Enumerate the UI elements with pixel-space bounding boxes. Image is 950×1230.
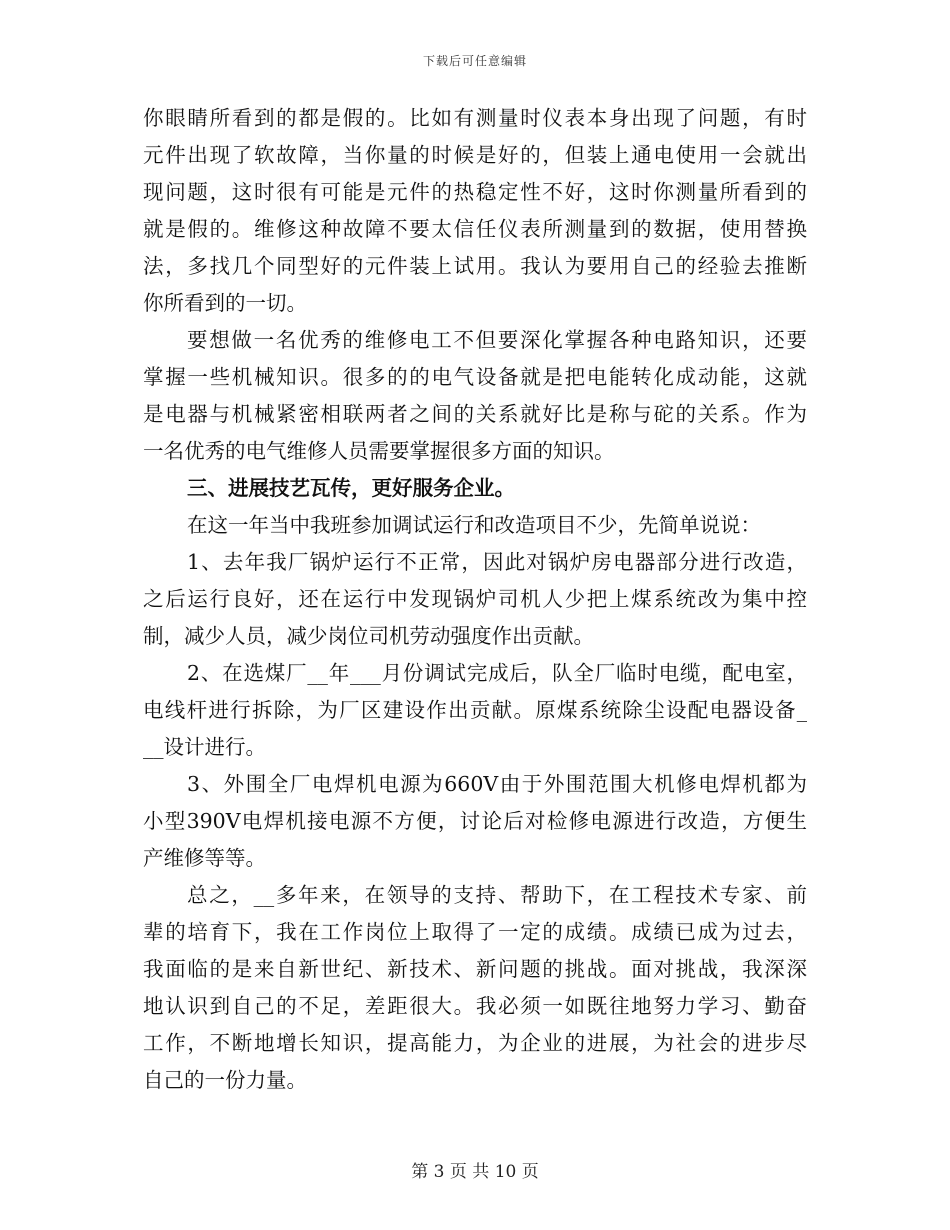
- body-line: 小型390V电焊机接电源不方便，讨论后对检修电源进行改造，方便生: [143, 809, 807, 833]
- body-line: 一名优秀的电气维修人员需要掌握很多方面的知识。: [143, 439, 615, 463]
- section-heading: 三、进展技艺瓦传，更好服务企业。: [187, 476, 515, 500]
- body-line: 电线杆进行拆除，为厂区建设作出贡献。原煤系统除尘设配电器设备_: [143, 698, 807, 722]
- body-line: 我面临的是来自新世纪、新技术、新问题的挑战。面对挑战，我深深: [143, 957, 807, 981]
- body-line: 1、去年我厂锅炉运行不正常，因此对锅炉房电器部分进行改造，: [187, 550, 807, 574]
- body-line: 法，多找几个同型好的元件装上试用。我认为要用自己的经验去推断: [143, 254, 807, 278]
- body-line: 就是假的。维修这种故障不要太信任仪表所测量到的数据，使用替换: [143, 217, 807, 241]
- body-line: 制，减少人员，减少岗位司机劳动强度作出贡献。: [143, 624, 594, 648]
- body-line: 总之，__多年来，在领导的支持、帮助下，在工程技术专家、前: [187, 883, 807, 907]
- body-line: 之后运行良好，还在运行中发现锅炉司机人少把上煤系统改为集中控: [143, 587, 807, 611]
- page-number: 第 3 页 共 10 页: [411, 1162, 539, 1182]
- body-line: 2、在选煤厂__年___月份调试完成后，队全厂临时电缆，配电室，: [187, 661, 807, 685]
- body-line: 现问题，这时很有可能是元件的热稳定性不好，这时你测量所看到的: [143, 180, 807, 204]
- body-line: __设计进行。: [143, 735, 266, 759]
- body-line: 产维修等等。: [143, 846, 266, 870]
- body-line: 要想做一名优秀的维修电工不但要深化掌握各种电路知识，还要: [187, 328, 807, 352]
- body-line: 元件出现了软故障，当你量的时候是好的，但装上通电使用一会就出: [143, 143, 807, 167]
- body-line: 地认识到自己的不足，差距很大。我必须一如既往地努力学习、勤奋: [143, 994, 807, 1018]
- body-line: 3、外围全厂电焊机电源为660V由于外围范围大机修电焊机都为: [187, 772, 807, 796]
- body-line: 自己的一份力量。: [143, 1068, 307, 1092]
- body-line: 你所看到的一切。: [143, 291, 307, 315]
- body-line: 在这一年当中我班参加调试运行和改造项目不少，先简单说说：: [187, 513, 761, 537]
- body-line: 掌握一些机械知识。很多的的电气设备就是把电能转化成动能，这就: [143, 365, 807, 389]
- body-line: 工作，不断地增长知识，提高能力，为企业的进展，为社会的进步尽: [143, 1031, 807, 1055]
- document-body: [143, 100, 807, 1099]
- body-line: 辈的培育下，我在工作岗位上取得了一定的成绩。成绩已成为过去，: [143, 920, 807, 944]
- body-line: 是电器与机械紧密相联两者之间的关系就好比是称与砣的关系。作为: [143, 402, 807, 426]
- page-header-note: 下载后可任意编辑: [422, 54, 527, 68]
- body-line: 你眼睛所看到的都是假的。比如有测量时仪表本身出现了问题，有时: [143, 106, 807, 130]
